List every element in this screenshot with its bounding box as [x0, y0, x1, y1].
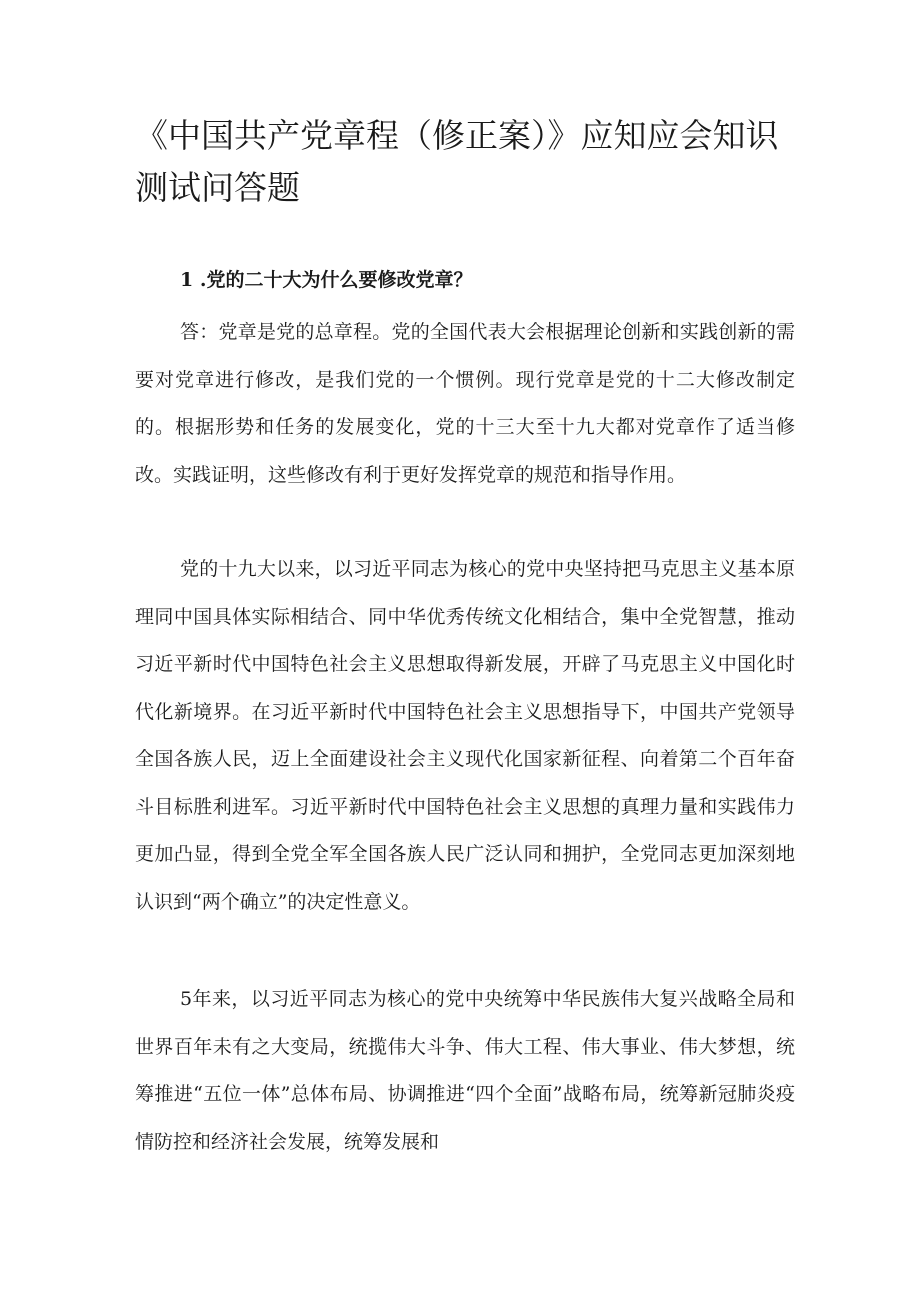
- document-title: 《中国共产党章程（修正案）》应知应会知识测试问答题: [135, 116, 779, 207]
- question-heading: 1 .党的二十大为什么要修改党章？: [180, 269, 473, 291]
- body-paragraph: 党的十九大以来，以习近平同志为核心的党中央坚持把马克思主义基本原理同中国具体实际相结合、同中华优秀传统文化相结合，集中全党智慧，推动习近平新时代中国特色社会主义思想取得新发展，开辟了马克思主义中国化时代化新境界。在习近平新时代中国特色社会主义思想指导下，中国共产党领导全国各族人民，迈上全面建设社会主义现代化国家新征程、向着第二个百年奋斗目标胜利进军。习近平新时代中国特色社会主义思想的真理力量和实践伟力更加凸显，得到全党全军全国各族人民广泛认同和拥护，全党同志更加深刻地认识到“两个确立”的决定性意义。: [135, 558, 795, 913]
- answer-paragraph: 答：党章是党的总章程。党的全国代表大会根据理论创新和实践创新的需要对党章进行修改，是我们党的一个惯例。现行党章是党的十二大修改制定的。根据形势和任务的发展变化，党的十三大至十九大都对党章作了适当修改。实践证明，这些修改有利于更好发挥党章的规范和指导作用。: [135, 321, 795, 486]
- body-paragraph: 5年来，以习近平同志为核心的党中央统筹中华民族伟大复兴战略全局和世界百年未有之大变局，统揽伟大斗争、伟大工程、伟大事业、伟大梦想，统筹推进“五位一体”总体布局、协调推进“四个全面”战略布局，统筹新冠肺炎疫情防控和经济社会发展，统筹发展和: [135, 988, 795, 1153]
